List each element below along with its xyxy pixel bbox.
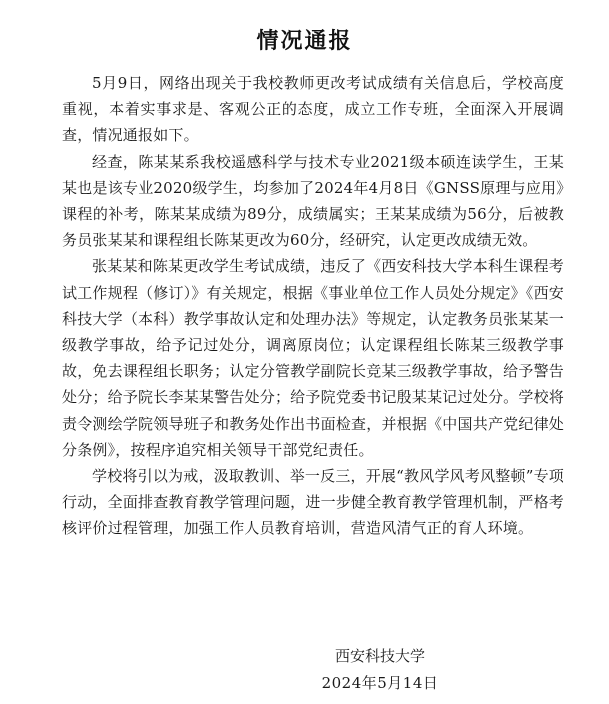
paragraph-actions: 学校将引以为戒，汲取教训、举一反三，开展“教风学风考风整顿”专项行动，全面排查教育教学管理问题，进一步健全教育教学管理机制，严格考核评价过程管理，加强工作人员教育培训，营造风清气正的育人环境。 [62,467,564,538]
document-body [62,70,564,542]
signature-organization: 西安科技大学 [334,647,425,665]
document-title: 情况通报 [256,29,353,54]
paragraph-intro: 5月9日，网络出现关于我校教师更改考试成绩有关信息后，学校高度重视，本着实事求是、客观公正的态度，成立工作专班，全面深入开展调查，情况通报如下。 [62,74,564,145]
paragraph-penalties: 张某某和陈某更改学生考试成绩，违反了《西安科技大学本科生课程考试工作规程（修订）》有关规定，根据《事业单位工作人员处分规定》《西安科技大学（本科）教学事故认定和处理办法》等规定，认定教务员张某某一级教学事故，给予记过处分，调离原岗位；认定课程组长陈某三级教学事故，免去课程组长职务；认定分管教学副院长竞某三级教学事故，给予警告处分；给予院长李某某警告处分；给予院党委书记殷某某记过处分。学校将责令测绘学院领导班子和教务处作出书面检查，并根据《中国共产党纪律处分条例》，按程序追究相关领导干部党纪责任。 [62,257,564,459]
signature-date: 2024年5月14日 [321,674,439,692]
paragraph-findings: 经查，陈某某系我校遥感科学与技术专业2021级本硕连读学生，王某某也是该专业2020级学生，均参加了2024年4月8日《GNSS原理与应用》课程的补考，陈某某成绩为89分，成绩属实；王某某成绩为56分，后被教务员张某某和课程组长陈某更改为60分，经研究，认定更改成绩无效。 [62,152,564,250]
